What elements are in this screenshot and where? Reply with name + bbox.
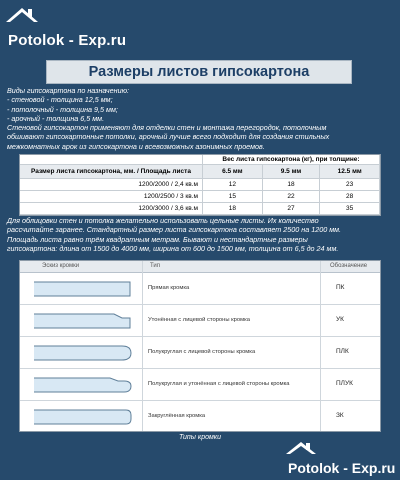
edge-code: ЗК	[336, 412, 344, 419]
figure-caption: Типы кромки	[179, 434, 221, 441]
site-logo[interactable]	[4, 4, 144, 52]
weight-cell: 28	[320, 191, 380, 203]
semicircle-edge-sketch	[34, 343, 134, 363]
weight-cell: 27	[263, 203, 321, 215]
page-title-box	[46, 60, 352, 84]
intro-line: обшивают гипсокартонные потолки, арочный лучше всего подходит для создания стильных	[7, 132, 330, 142]
para-line: Для облицовки стен и потолка желательно использовать цельные листы. Их количество	[7, 216, 319, 225]
edge-type: Полукруглая и утонённая с лицевой стороны кромка	[148, 381, 290, 387]
table-row	[20, 203, 380, 215]
semicircle-thinned-edge-sketch	[34, 375, 134, 395]
table-row	[20, 179, 380, 191]
sizes-paragraph	[7, 216, 395, 253]
para-line: рассчитайте заранее. Стандартный размер листа гипсокартона составляет 2500 на 1200 мм.	[7, 225, 342, 235]
header-code: Обозначение	[330, 263, 368, 269]
weight-cell: 22	[263, 191, 321, 203]
para-line: гипсокартона: длина от 1500 до 4000 мм, ширина от 600 до 1500 мм, толщина от 6,5 до 24 мм.	[7, 243, 339, 253]
logo-text: Potolok - Exp.ru	[288, 460, 396, 476]
size-cell: 1200/2500 / 3 кв.м	[20, 191, 203, 203]
header-sketch: Эскиз кромки	[42, 263, 80, 269]
intro-line: межкомнатных арок из гипсокартона и всевозможных азонимных проемов.	[7, 141, 265, 151]
edge-code: ПК	[336, 284, 345, 291]
size-cell: 1200/3000 / 3,6 кв.м	[20, 203, 203, 215]
logo-text: Potolok - Exp.ru	[8, 32, 127, 49]
size-cell: 1200/2000 / 2,4 кв.м	[20, 179, 203, 191]
edge-type: Полукруглая с лицевой стороны кромка	[148, 349, 256, 355]
intro-line: - арочный - толщина 6,5 мм.	[7, 113, 105, 123]
weight-cell: 18	[203, 203, 263, 215]
edge-types-table	[19, 260, 381, 432]
size-column-header: Размер листа гипсокартона, мм. / Площадь листа	[20, 165, 203, 179]
edge-row	[20, 337, 380, 369]
intro-line: Стеновой гипсокартон применяют для отделки стен и монтажа перегородок, потолочным	[7, 123, 327, 133]
edge-code: УК	[336, 316, 344, 323]
page-title: Размеры листов гипсокартона	[88, 64, 310, 80]
edge-code: ПЛУК	[336, 380, 353, 387]
edge-row	[20, 401, 380, 433]
edge-type: Закруглённая кромка	[148, 413, 206, 419]
weight-cell: 35	[320, 203, 380, 215]
house-roof-icon	[6, 6, 38, 30]
edge-row	[20, 369, 380, 401]
edge-table-header	[20, 261, 380, 273]
edge-code: ПЛК	[336, 348, 349, 355]
edge-type: Утонённая с лицевой стороны кромка	[148, 317, 250, 323]
weight-cell: 12	[203, 179, 263, 191]
thinned-edge-sketch	[34, 311, 134, 331]
sheet-sizes-table	[19, 154, 381, 216]
thickness-header: 12.5 мм	[320, 165, 380, 179]
weight-group-header: Вес листа гипсокартона (кг), при толщине:	[203, 155, 380, 165]
edge-row	[20, 305, 380, 337]
house-roof-icon	[286, 440, 316, 460]
header-type: Тип	[150, 263, 161, 269]
weight-cell: 23	[320, 179, 380, 191]
intro-line: - потолочный - толщина 9,5 мм;	[7, 104, 118, 114]
edge-type: Прямая кромка	[148, 285, 190, 291]
para-line: Площадь листа равно трём квадратным метрам. Бывают и нестандартные размеры	[7, 234, 308, 244]
site-logo-footer[interactable]	[286, 440, 400, 480]
intro-line: Виды гипсокартона по назначению:	[7, 86, 130, 95]
weight-cell: 15	[203, 191, 263, 203]
intro-line: - стеновой - толщина 12,5 мм;	[7, 95, 113, 105]
weight-cell: 18	[263, 179, 321, 191]
thickness-header: 6.5 мм	[203, 165, 263, 179]
straight-edge-sketch	[34, 279, 134, 299]
table-row	[20, 191, 380, 203]
thickness-header: 9.5 мм	[263, 165, 321, 179]
edge-row	[20, 273, 380, 305]
intro-paragraph	[7, 86, 395, 151]
rounded-edge-sketch	[34, 407, 134, 427]
